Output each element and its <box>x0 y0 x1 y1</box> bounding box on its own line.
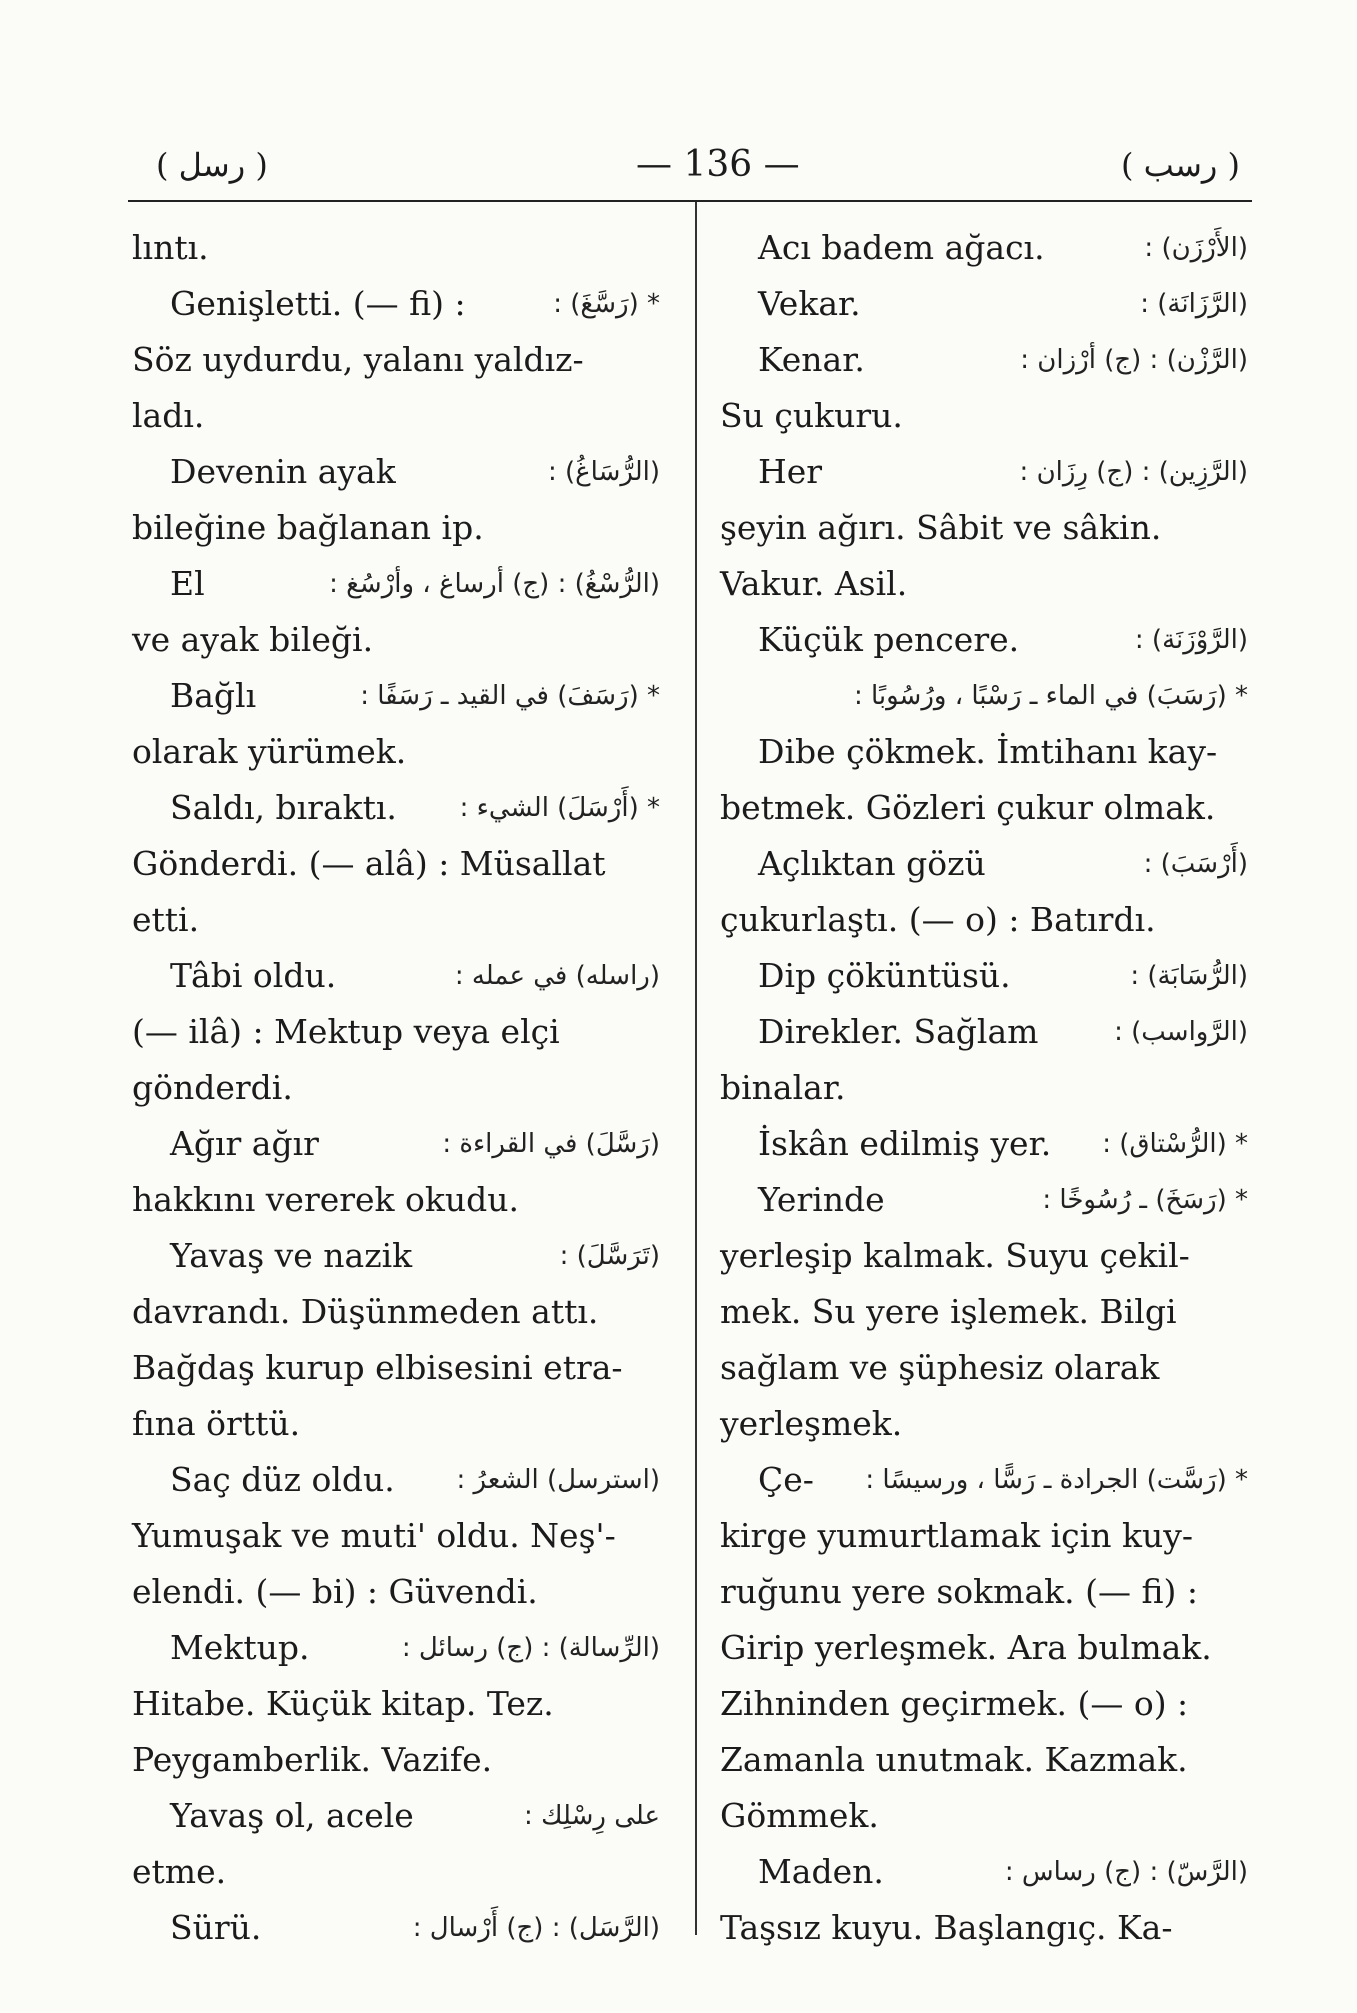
entry-text: Mektup. <box>170 1628 310 1667</box>
entry-text: Direkler. Sağlam <box>758 1012 1039 1051</box>
arabic-headword: * (رَسَخَ) ـ رُسُوخًا : <box>1042 1185 1248 1215</box>
entry-text: Yavaş ol, acele <box>170 1796 414 1835</box>
dictionary-line <box>720 1788 1248 1844</box>
entry-text: mek. Su yere işlemek. Bilgi <box>720 1292 1177 1331</box>
page-number: — 136 — <box>636 144 800 185</box>
entry-text: davrandı. Düşünmeden attı. <box>132 1292 599 1331</box>
entry-text: Acı badem ağacı. <box>758 228 1045 267</box>
arabic-headword: * (أَرْسَلَ) الشيء : <box>459 793 660 823</box>
arabic-headword: * (رَسَّت) الجرادة ـ رَسًّا ، ورسيسًا : <box>865 1465 1248 1495</box>
dictionary-line <box>720 1452 1248 1508</box>
dictionary-line <box>720 948 1248 1004</box>
arabic-headword: * (الرُّسْتاق) : <box>1102 1129 1248 1159</box>
entry-text: sağlam ve şüphesiz olarak <box>720 1348 1160 1387</box>
entry-text: Her <box>758 452 823 491</box>
arabic-headword: (الرَّزِين) : (ج) رِزَان : <box>1019 457 1248 487</box>
dictionary-line <box>132 1676 660 1732</box>
dictionary-line <box>720 1676 1248 1732</box>
entry-text: etti. <box>132 900 200 939</box>
entry-text: Bağdaş kurup elbisesini etra- <box>132 1348 623 1387</box>
entry-text: kirge yumurtlamak için kuy- <box>720 1516 1194 1555</box>
dictionary-line <box>132 388 660 444</box>
entry-text: Küçük pencere. <box>758 620 1020 659</box>
arabic-headword: (الرَّزَانَة) : <box>1140 289 1248 319</box>
dictionary-line <box>720 1396 1248 1452</box>
entry-text: çukurlaştı. (— o) : Batırdı. <box>720 900 1156 939</box>
left-column <box>132 220 660 1956</box>
entry-text: gönderdi. <box>132 1068 293 1107</box>
dictionary-line <box>132 1228 660 1284</box>
entry-text: Genişletti. (— fi) : <box>170 284 466 323</box>
dictionary-line <box>132 668 660 724</box>
dictionary-line <box>132 1396 660 1452</box>
dictionary-line <box>132 1900 660 1956</box>
entry-text: Açlıktan gözü <box>758 844 986 883</box>
arabic-headword: (تَرَسَّلَ) : <box>559 1241 660 1271</box>
arabic-headword: * (رَسَفَ) في القيد ـ رَسَفًا : <box>360 681 660 711</box>
dictionary-line <box>720 556 1248 612</box>
entry-text: lıntı. <box>132 228 209 267</box>
entry-text: Yavaş ve nazik <box>170 1236 413 1275</box>
dictionary-line <box>720 276 1248 332</box>
entry-text: şeyin ağırı. Sâbit ve sâkin. <box>720 508 1162 547</box>
dictionary-line <box>132 724 660 780</box>
entry-text: elendi. (— bi) : Güvendi. <box>132 1572 538 1611</box>
entry-text: Dip çöküntüsü. <box>758 956 1011 995</box>
dictionary-line <box>132 1844 660 1900</box>
dictionary-line <box>132 1004 660 1060</box>
dictionary-line <box>720 1228 1248 1284</box>
dictionary-line <box>132 948 660 1004</box>
entry-text: El <box>170 564 205 603</box>
dictionary-line <box>132 1508 660 1564</box>
dictionary-line <box>132 1564 660 1620</box>
dictionary-line <box>720 1116 1248 1172</box>
entry-text: Gönderdi. (— alâ) : Müsallat <box>132 844 606 883</box>
entry-text: Kenar. <box>758 340 865 379</box>
dictionary-line <box>720 1284 1248 1340</box>
dictionary-line <box>720 1060 1248 1116</box>
arabic-headword: على رِسْلِك : <box>524 1801 660 1831</box>
entry-text: Taşsız kuyu. Başlangıç. Ka- <box>720 1908 1173 1947</box>
arabic-headword: (استرسل) الشعرُ : <box>456 1465 660 1495</box>
entry-text: hakkını vererek okudu. <box>132 1180 520 1219</box>
header-right-root: ( رسب ) <box>1121 146 1240 184</box>
entry-text: Yerinde <box>758 1180 885 1219</box>
entry-text: Bağlı <box>170 676 257 715</box>
dictionary-line <box>132 332 660 388</box>
dictionary-line <box>720 388 1248 444</box>
dictionary-line <box>132 500 660 556</box>
dictionary-line <box>720 836 1248 892</box>
entry-text: İskân edilmiş yer. <box>758 1124 1052 1163</box>
entry-text: ruğunu yere sokmak. (— fi) : <box>720 1572 1198 1611</box>
dictionary-line <box>132 276 660 332</box>
entry-text: Dibe çökmek. İmtihanı kay- <box>758 732 1218 771</box>
arabic-headword: (الرَّزْن) : (ج) أرْزان : <box>1020 345 1248 375</box>
arabic-headword: (الرَّسّ) : (ج) رساس : <box>1004 1857 1248 1887</box>
dictionary-line <box>132 556 660 612</box>
entry-text: Maden. <box>758 1852 884 1891</box>
dictionary-line <box>132 780 660 836</box>
entry-text: bileğine bağlanan ip. <box>132 508 484 547</box>
arabic-headword: (الرَّوْزَنَة) : <box>1134 625 1248 655</box>
dictionary-line <box>132 1284 660 1340</box>
entry-text: betmek. Gözleri çukur olmak. <box>720 788 1216 827</box>
dictionary-line <box>132 1732 660 1788</box>
entry-text: (— ilâ) : Mektup veya elçi <box>132 1012 560 1051</box>
entry-text: fına örttü. <box>132 1404 301 1443</box>
column-divider <box>695 202 697 1935</box>
dictionary-line <box>720 892 1248 948</box>
arabic-headword: * (رَسَّغَ) : <box>553 289 660 319</box>
arabic-headword: (أَرْسَبَ) : <box>1143 849 1248 879</box>
dictionary-line <box>720 500 1248 556</box>
dictionary-line <box>720 1340 1248 1396</box>
dictionary-line <box>132 1788 660 1844</box>
arabic-headword: (راسله) في عمله : <box>454 961 660 991</box>
dictionary-line <box>720 1004 1248 1060</box>
entry-text: Vakur. Asil. <box>720 564 908 603</box>
dictionary-line <box>132 444 660 500</box>
entry-text: Su çukuru. <box>720 396 903 435</box>
entry-text: Yumuşak ve muti' oldu. Neş'- <box>132 1516 616 1555</box>
entry-text: Sürü. <box>170 1908 262 1947</box>
dictionary-line <box>720 1172 1248 1228</box>
entry-text: Devenin ayak <box>170 452 396 491</box>
dictionary-line <box>720 332 1248 388</box>
arabic-headword: (الرُّسَاغُ) : <box>547 457 660 487</box>
arabic-headword: (الرُّسْغُ) : (ج) أرساغ ، وأرْسُغ : <box>329 569 660 599</box>
entry-text: Tâbi oldu. <box>170 956 337 995</box>
entry-text: Çe- <box>758 1460 814 1499</box>
dictionary-line <box>132 612 660 668</box>
dictionary-line <box>720 1844 1248 1900</box>
header-divider <box>128 200 1252 202</box>
entry-text: Saç düz oldu. <box>170 1460 395 1499</box>
dictionary-line <box>132 220 660 276</box>
dictionary-line <box>132 1620 660 1676</box>
arabic-headword: (الأَرْزَن) : <box>1144 233 1248 263</box>
dictionary-line <box>132 1116 660 1172</box>
dictionary-line <box>720 612 1248 668</box>
entry-text: Zamanla unutmak. Kazmak. <box>720 1740 1188 1779</box>
entry-text: Zihninden geçirmek. (— o) : <box>720 1684 1189 1723</box>
page-header <box>128 140 1248 196</box>
arabic-headword: (رَسَّلَ) في القراءة : <box>442 1129 660 1159</box>
entry-text: ve ayak bileği. <box>132 620 374 659</box>
arabic-headword: (الرِّسالة) : (ج) رسائل : <box>401 1633 660 1663</box>
dictionary-line <box>720 724 1248 780</box>
header-left-root: ( رسل ) <box>156 146 268 184</box>
dictionary-line <box>720 668 1248 724</box>
dictionary-line <box>720 1508 1248 1564</box>
dictionary-line <box>720 220 1248 276</box>
dictionary-line <box>720 444 1248 500</box>
entry-text: etme. <box>132 1852 227 1891</box>
entry-text: Söz uydurdu, yalanı yaldız- <box>132 340 584 379</box>
dictionary-line <box>132 1172 660 1228</box>
entry-text: Saldı, bıraktı. <box>170 788 397 827</box>
entry-text: binalar. <box>720 1068 846 1107</box>
entry-text: Gömmek. <box>720 1796 879 1835</box>
entry-text: olarak yürümek. <box>132 732 407 771</box>
dictionary-line <box>132 1060 660 1116</box>
entry-text: Ağır ağır <box>170 1124 319 1163</box>
dictionary-line <box>720 1732 1248 1788</box>
dictionary-line <box>132 892 660 948</box>
dictionary-line <box>720 780 1248 836</box>
dictionary-line <box>720 1620 1248 1676</box>
entry-text: Hitabe. Küçük kitap. Tez. <box>132 1684 554 1723</box>
arabic-headword: (الرَّواسب) : <box>1114 1017 1248 1047</box>
right-column <box>720 220 1248 1956</box>
entry-text: ladı. <box>132 396 205 435</box>
dictionary-line <box>720 1900 1248 1956</box>
dictionary-line <box>132 836 660 892</box>
dictionary-line <box>720 1564 1248 1620</box>
arabic-headword: (الرُّسَابَة) : <box>1130 961 1248 991</box>
entry-text: Girip yerleşmek. Ara bulmak. <box>720 1628 1212 1667</box>
entry-text: yerleşip kalmak. Suyu çekil- <box>720 1236 1190 1275</box>
entry-text: Peygamberlik. Vazife. <box>132 1740 493 1779</box>
entry-text: Vekar. <box>758 284 861 323</box>
entry-text: yerleşmek. <box>720 1404 903 1443</box>
dictionary-line <box>132 1340 660 1396</box>
arabic-headword: (الرَّسَل) : (ج) أَرْسال : <box>412 1913 660 1943</box>
dictionary-line <box>132 1452 660 1508</box>
arabic-headword: * (رَسَبَ) في الماء ـ رَسْبًا ، ورُسُوبًا : <box>853 681 1248 711</box>
